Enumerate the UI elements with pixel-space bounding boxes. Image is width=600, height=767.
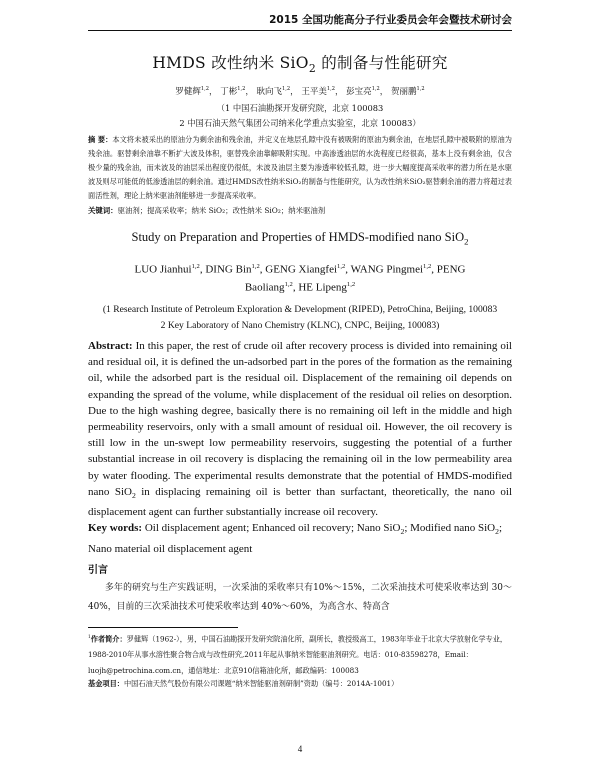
english-abstract: Abstract: In this paper, the rest of crude oil after recovery process is divided into remaining oil and residual oil, it is defined the un-adsorbed part in the pores of the formation as the remaining oil, while the adsorbed part is the residual oil. Displacement of the remaining oil depends on expanding the spread of the volume, while displacement of the residual oil relies on desorption. Due to the high washing degree, basically there is no remaining oil left in the middle and high permeability reservoirs, only with a small amount of residual oil. However, the oil recovery is still low in the un-swept low permeability reservoirs, suggesting the potential of a further substantial increase in oil recovery is displacing the remaining oil in the low permeability area by water flooding. The experimental results demonstrate that the potential of HMDS-modified nano SiO$_2$ in displacing remaining oil is better than surfactant, theoretically, the nano oil displacement agent can further substantially increase oil recovery. bbox=[88, 339, 512, 519]
english-authors: LUO Jianhui$^{1,2}$, DING Bin$^{1,2}$, GENG Xiangfei$^{1,2}$, WANG Pingmei$^{1,2}$, PENG Baoliang$^{1,2}$, HE Lipeng$^{1,2}$ bbox=[134, 262, 466, 294]
page-number: 4 bbox=[297, 744, 303, 754]
paper-page bbox=[88, 12, 512, 689]
introduction-paragraph: 多年的研究与生产实践证明，一次采油的采收率只有10%～15%，二次采油技术可使采收率达到 30～40%，目前的三次采油技术可使采收率达到 40%～60%，为高含水、特高含 bbox=[88, 582, 512, 612]
chinese-keywords: 关键词：驱油剂；提高采收率；纳米 SiO₂；改性纳米 SiO₂；纳米驱油剂 bbox=[88, 206, 326, 216]
introduction-heading: 引言 bbox=[88, 564, 108, 576]
author-footnote: $^1$作者简介：罗健辉（1962-），男，中国石油勘探开发研究院油化所，副所长，教授级高工，1983年毕业于北京大学放射化学专业，1988-2010年从事水溶性聚合物合成与改性研究,2011年起从事纳米智能驱油剂研究。电话：010-83598278，Email：luojh@petrochina.com.cn，通信地址：北京910信箱油化所，邮政编码：100083 bbox=[88, 634, 508, 676]
english-keywords: Key words: Oil displacement agent; Enhanced oil recovery; Nano SiO$_2$; Modified nano SiO$_2$; Nano material oil displacement agent bbox=[88, 522, 502, 555]
english-affiliations: (1 Research Institute of Petroleum Exploration & Development (RIPED), PetroChina, Beijing, 100083 2 Key Laboratory of Nano Chemistry (KLNC), CNPC, Beijing, 100083) bbox=[102, 303, 498, 331]
footnote-divider bbox=[88, 627, 238, 628]
funding-note: 基金项目：中国石油天然气股份有限公司课题“纳米智能驱油剂研制”资助（编号：2014A-1001） bbox=[88, 679, 399, 689]
chinese-authors: 罗健辉$^{1,2}$， 丁彬$^{1,2}$， 耿向飞$^{1,2}$， 王平美$^{1,2}$， 彭宝亮$^{1,2}$， 贺丽鹏$^{1,2}$ bbox=[175, 86, 425, 98]
running-header: 2015 全国功能高分子行业委员会年会暨技术研讨会 bbox=[88, 12, 512, 31]
chinese-title: HMDS 改性纳米 SiO$_2$ 的制备与性能研究 bbox=[152, 54, 448, 76]
chinese-affiliations: （1 中国石油勘探开发研究院，北京 100083 2 中国石油天然气集团公司纳米化学重点实验室，北京 100083） bbox=[179, 103, 421, 129]
chinese-abstract: 摘 要：本文将未被采出的原油分为剩余油和残余油，并定义在地层孔隙中没有被吸附的原油为剩余油，在地层孔隙中被吸附的原油为残余油。驱替剩余油靠不断扩大波及体积，驱替残余油靠解吸附实现。中高渗透油层的水洗程度已经很高，基本上没有剩余油，仅含极少量的残余油，而未波及的油层采出程度仍很低，未波及油层主要为渗透率较低孔隙，进一步大幅度提高采收率的潜力所在是水驱波及则尽可能低的低渗透油层的剩余油。通过HMDS改性纳米SiO₂的制备与性能研究，认为改性纳米SiO₂驱替剩余油的潜力将超过表面活性剂，理论上纳米驱油剂能够进一步提高采收率。 bbox=[88, 135, 512, 201]
english-title: Study on Preparation and Properties of HMDS-modified nano SiO$_2$ bbox=[131, 230, 469, 247]
